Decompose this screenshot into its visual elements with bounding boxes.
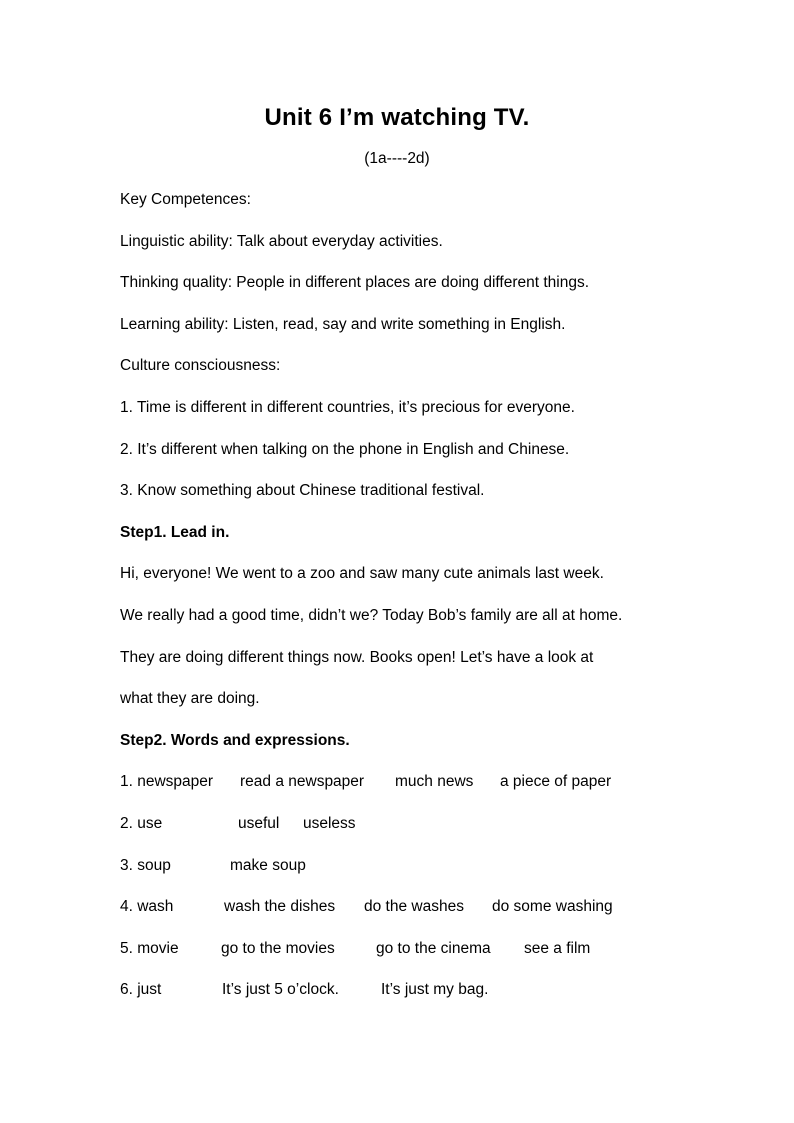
thinking-quality-line: Thinking quality: People in different places are doing different things.	[120, 274, 590, 292]
vocab-phrase: wash the dishes	[224, 898, 336, 916]
vocab-phrase: a piece of paper	[500, 773, 612, 791]
culture-consciousness-heading: Culture consciousness:	[120, 357, 281, 375]
vocab-word: 4. wash	[120, 898, 174, 916]
vocab-word: 2. use	[120, 814, 163, 832]
vocab-row	[120, 771, 720, 813]
culture-item: 2. It’s different when talking on the phone in English and Chinese.	[120, 440, 570, 458]
vocab-phrase: go to the movies	[221, 939, 335, 957]
page-title: Unit 6 I’m watching TV.	[264, 104, 530, 131]
step1-paragraph-line: Hi, everyone! We went to a zoo and saw many cute animals last week.	[120, 565, 604, 583]
step1-paragraph-line: We really had a good time, didn’t we? Today Bob’s family are all at home.	[120, 606, 623, 624]
vocab-word: 1. newspaper	[120, 773, 214, 791]
vocab-phrase: go to the cinema	[376, 939, 491, 957]
step1-paragraph-line: They are doing different things now. Books open! Let’s have a look at	[120, 648, 594, 666]
vocab-phrase: useful	[238, 814, 280, 832]
step1-paragraph-line: what they are doing.	[120, 690, 260, 708]
vocab-row	[120, 896, 720, 938]
step2-heading: Step2. Words and expressions.	[120, 731, 350, 749]
vocab-phrase: It’s just 5 o’clock.	[222, 981, 339, 999]
vocab-row	[120, 813, 720, 855]
vocab-row	[120, 855, 720, 897]
vocab-phrase: It’s just my bag.	[381, 981, 489, 999]
vocab-row	[120, 938, 720, 980]
vocab-phrase: see a film	[524, 939, 591, 957]
vocab-phrase: do some washing	[492, 898, 613, 916]
document-body	[120, 189, 720, 1021]
vocab-phrase: read a newspaper	[240, 773, 365, 791]
culture-item: 3. Know something about Chinese traditional festival.	[120, 482, 485, 500]
vocab-row	[120, 979, 720, 1021]
vocab-word: 3. soup	[120, 856, 171, 874]
learning-ability-line: Learning ability: Listen, read, say and write something in English.	[120, 315, 566, 333]
linguistic-ability-line: Linguistic ability: Talk about everyday activities.	[120, 232, 443, 250]
step1-heading: Step1. Lead in.	[120, 523, 230, 541]
vocab-phrase: make soup	[230, 856, 306, 874]
vocab-phrase: do the washes	[364, 898, 464, 916]
vocab-phrase: useless	[303, 814, 356, 832]
vocab-word: 6. just	[120, 981, 162, 999]
page-subtitle: (1a----2d)	[364, 150, 430, 167]
vocab-word: 5. movie	[120, 939, 179, 957]
key-competences-heading: Key Competences:	[120, 191, 251, 208]
culture-item: 1. Time is different in different countries, it’s precious for everyone.	[120, 398, 575, 416]
vocab-phrase: much news	[395, 773, 474, 791]
